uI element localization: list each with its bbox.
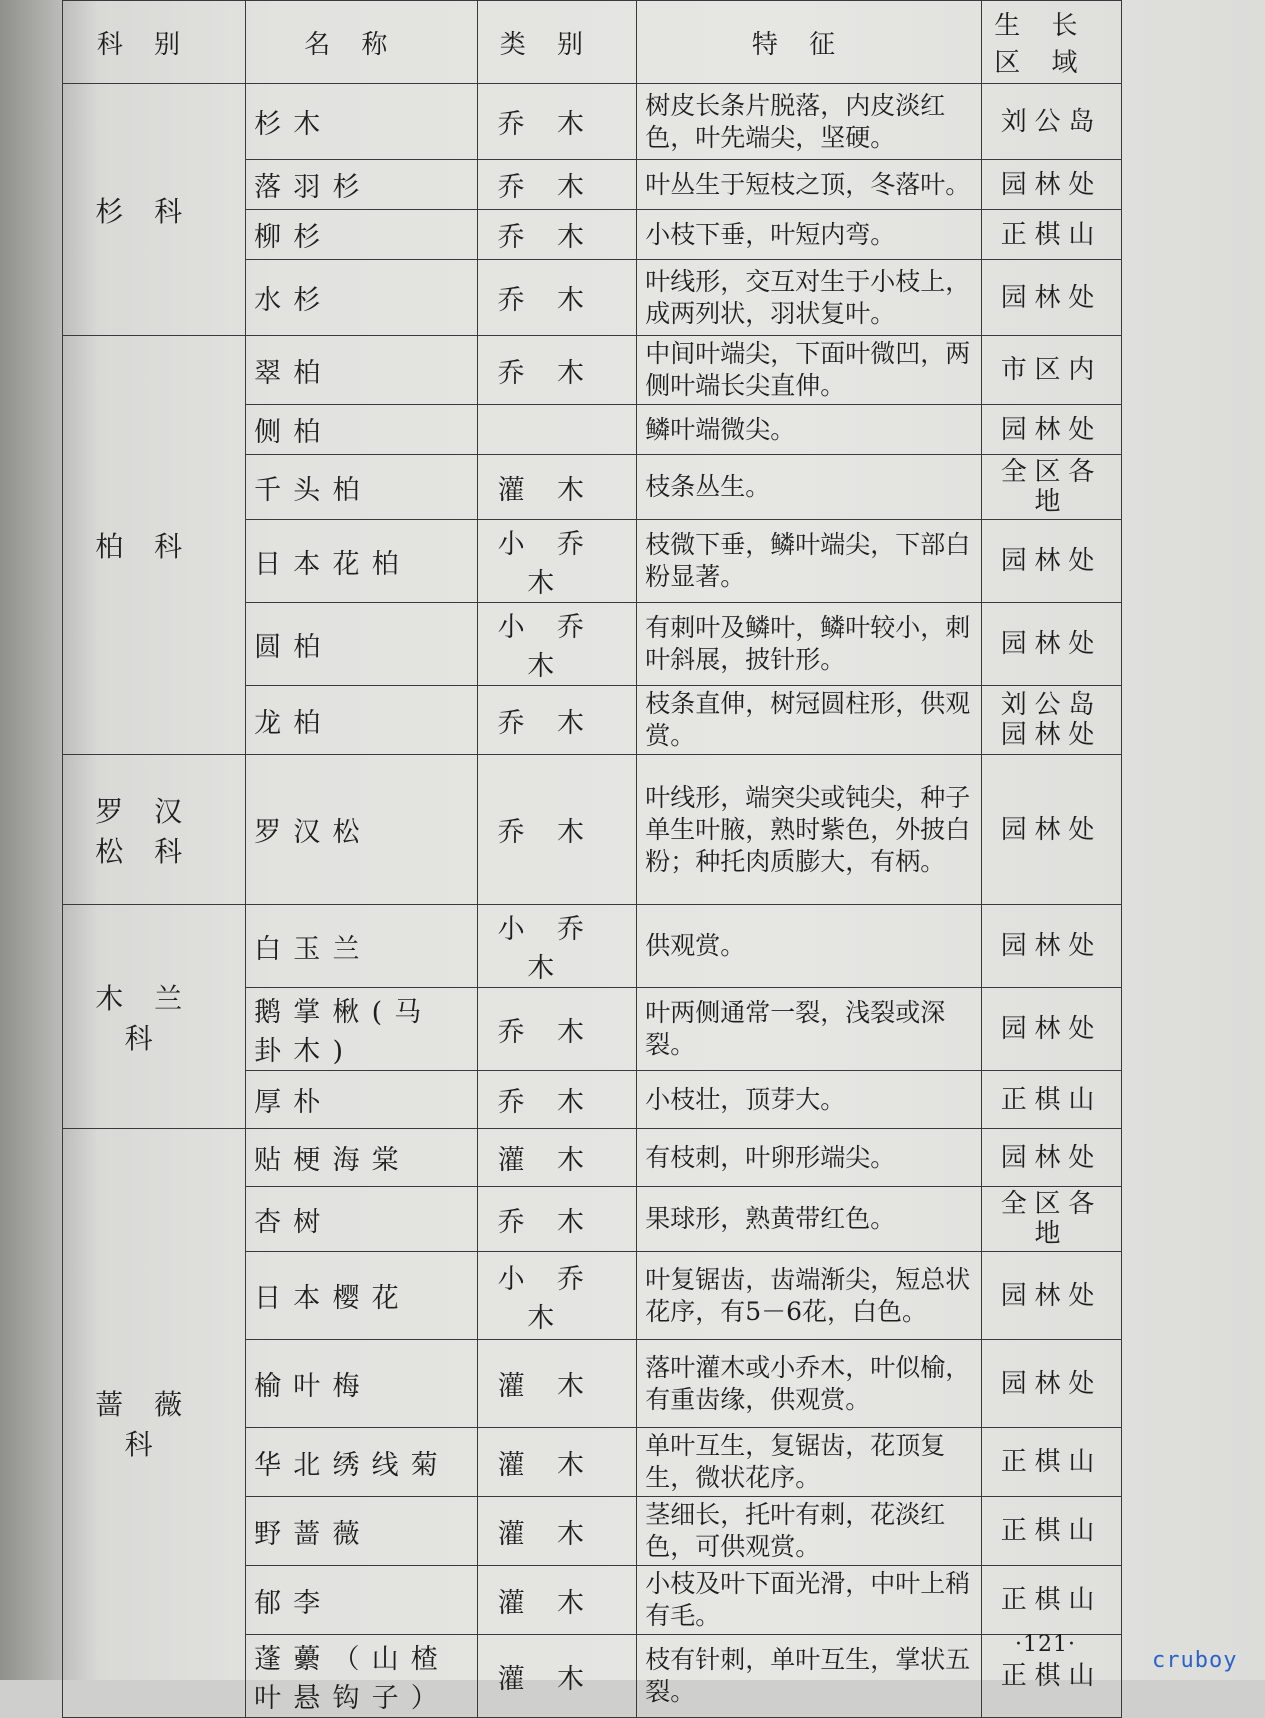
feature-cell: 枝微下垂，鳞叶端尖，下部白粉显著。 bbox=[637, 520, 982, 603]
region-cell: 正棋山 bbox=[981, 1635, 1121, 1718]
type-cell: 乔木 bbox=[477, 260, 636, 336]
type-cell: 灌木 bbox=[477, 455, 636, 520]
name-cell: 郁李 bbox=[246, 1566, 478, 1635]
name-cell: 翠柏 bbox=[246, 336, 478, 405]
feature-cell: 果球形，熟黄带红色。 bbox=[637, 1187, 982, 1252]
family-cell: 蔷薇科 bbox=[63, 1129, 246, 1718]
feature-cell: 鳞叶端微尖。 bbox=[637, 405, 982, 455]
family-cell: 柏科 bbox=[63, 336, 246, 755]
table-row bbox=[63, 84, 1122, 160]
type-cell: 乔木 bbox=[477, 336, 636, 405]
name-cell: 千头柏 bbox=[246, 455, 478, 520]
name-cell: 榆叶梅 bbox=[246, 1340, 478, 1428]
type-cell: 乔木 bbox=[477, 210, 636, 260]
name-cell: 侧柏 bbox=[246, 405, 478, 455]
header-region: 生长区域 bbox=[981, 1, 1121, 84]
page-number: ·121· bbox=[1015, 1632, 1076, 1657]
name-cell: 龙柏 bbox=[246, 686, 478, 755]
name-cell: 蓬虆（山楂叶悬钩子） bbox=[246, 1635, 478, 1718]
feature-cell: 小枝壮，顶芽大。 bbox=[637, 1071, 982, 1129]
feature-cell: 茎细长，托叶有刺，花淡红色，可供观赏。 bbox=[637, 1497, 982, 1566]
table-row bbox=[63, 336, 1122, 405]
type-cell: 灌木 bbox=[477, 1497, 636, 1566]
region-cell: 正棋山 bbox=[981, 1428, 1121, 1497]
type-cell: 乔木 bbox=[477, 755, 636, 905]
table-row bbox=[63, 755, 1122, 905]
region-cell: 园林处 bbox=[981, 905, 1121, 988]
region-cell: 正棋山 bbox=[981, 1497, 1121, 1566]
type-cell: 小乔木 bbox=[477, 905, 636, 988]
feature-cell: 有刺叶及鳞叶，鳞叶较小，刺叶斜展，披针形。 bbox=[637, 603, 982, 686]
feature-cell: 有枝刺，叶卵形端尖。 bbox=[637, 1129, 982, 1187]
feature-cell: 树皮长条片脱落，内皮淡红色，叶先端尖，坚硬。 bbox=[637, 84, 982, 160]
type-cell bbox=[477, 405, 636, 455]
type-cell: 乔木 bbox=[477, 1071, 636, 1129]
type-cell: 灌木 bbox=[477, 1340, 636, 1428]
region-cell: 园林处 bbox=[981, 520, 1121, 603]
name-cell: 杏树 bbox=[246, 1187, 478, 1252]
type-cell: 灌木 bbox=[477, 1566, 636, 1635]
name-cell: 日本花柏 bbox=[246, 520, 478, 603]
plant-table bbox=[62, 0, 1122, 1718]
feature-cell: 枝条丛生。 bbox=[637, 455, 982, 520]
header-family: 科别 bbox=[63, 1, 246, 84]
name-cell: 贴梗海棠 bbox=[246, 1129, 478, 1187]
feature-cell: 叶线形，端突尖或钝尖，种子单生叶腋，熟时紫色，外披白粉；种托肉质膨大，有柄。 bbox=[637, 755, 982, 905]
region-cell: 刘公岛 bbox=[981, 84, 1121, 160]
feature-cell: 枝有针刺，单叶互生，掌状五裂。 bbox=[637, 1635, 982, 1718]
header-type: 类别 bbox=[477, 1, 636, 84]
family-cell: 木兰科 bbox=[63, 905, 246, 1129]
header-name: 名称 bbox=[246, 1, 478, 84]
feature-cell: 叶线形，交互对生于小枝上，成两列状，羽状复叶。 bbox=[637, 260, 982, 336]
feature-cell: 中间叶端尖，下面叶微凹，两侧叶端长尖直伸。 bbox=[637, 336, 982, 405]
book-spine-shadow bbox=[0, 0, 62, 1680]
name-cell: 水杉 bbox=[246, 260, 478, 336]
region-cell: 园林处 bbox=[981, 1252, 1121, 1340]
region-cell: 正棋山 bbox=[981, 1566, 1121, 1635]
feature-cell: 叶丛生于短枝之顶，冬落叶。 bbox=[637, 160, 982, 210]
name-cell: 落羽杉 bbox=[246, 160, 478, 210]
family-cell: 杉科 bbox=[63, 84, 246, 336]
table-row bbox=[63, 1129, 1122, 1187]
feature-cell: 供观赏。 bbox=[637, 905, 982, 988]
type-cell: 灌木 bbox=[477, 1129, 636, 1187]
name-cell: 日本樱花 bbox=[246, 1252, 478, 1340]
region-cell: 全区各地 bbox=[981, 455, 1121, 520]
header-row bbox=[63, 1, 1122, 84]
feature-cell: 小枝下垂，叶短内弯。 bbox=[637, 210, 982, 260]
region-cell: 全区各地 bbox=[981, 1187, 1121, 1252]
region-cell: 园林处 bbox=[981, 260, 1121, 336]
header-feature: 特征 bbox=[637, 1, 982, 84]
type-cell: 小乔木 bbox=[477, 603, 636, 686]
region-cell: 园林处 bbox=[981, 988, 1121, 1071]
name-cell: 厚朴 bbox=[246, 1071, 478, 1129]
name-cell: 白玉兰 bbox=[246, 905, 478, 988]
feature-cell: 枝条直伸，树冠圆柱形，供观赏。 bbox=[637, 686, 982, 755]
region-cell: 园林处 bbox=[981, 1129, 1121, 1187]
region-cell: 园林处 bbox=[981, 755, 1121, 905]
name-cell: 罗汉松 bbox=[246, 755, 478, 905]
type-cell: 灌木 bbox=[477, 1635, 636, 1718]
region-cell: 正棋山 bbox=[981, 1071, 1121, 1129]
region-cell: 园林处 bbox=[981, 603, 1121, 686]
type-cell: 小乔木 bbox=[477, 1252, 636, 1340]
region-cell: 园林处 bbox=[981, 160, 1121, 210]
table-row bbox=[63, 905, 1122, 988]
name-cell: 鹅掌楸(马卦木) bbox=[246, 988, 478, 1071]
type-cell: 乔木 bbox=[477, 686, 636, 755]
type-cell: 灌木 bbox=[477, 1428, 636, 1497]
region-cell: 正棋山 bbox=[981, 210, 1121, 260]
type-cell: 乔木 bbox=[477, 988, 636, 1071]
watermark: cruboy bbox=[1152, 1648, 1238, 1673]
name-cell: 圆柏 bbox=[246, 603, 478, 686]
region-cell: 刘公岛 园林处 bbox=[981, 686, 1121, 755]
feature-cell: 叶两侧通常一裂，浅裂或深裂。 bbox=[637, 988, 982, 1071]
region-cell: 园林处 bbox=[981, 1340, 1121, 1428]
feature-cell: 落叶灌木或小乔木，叶似榆，有重齿缘，供观赏。 bbox=[637, 1340, 982, 1428]
name-cell: 杉木 bbox=[246, 84, 478, 160]
feature-cell: 单叶互生，复锯齿，花顶复生，微状花序。 bbox=[637, 1428, 982, 1497]
name-cell: 柳杉 bbox=[246, 210, 478, 260]
name-cell: 野蔷薇 bbox=[246, 1497, 478, 1566]
name-cell: 华北绣线菊 bbox=[246, 1428, 478, 1497]
table-body bbox=[63, 84, 1122, 1718]
type-cell: 小乔木 bbox=[477, 520, 636, 603]
type-cell: 乔木 bbox=[477, 1187, 636, 1252]
type-cell: 乔木 bbox=[477, 84, 636, 160]
region-cell: 园林处 bbox=[981, 405, 1121, 455]
feature-cell: 小枝及叶下面光滑，中叶上稍有毛。 bbox=[637, 1566, 982, 1635]
type-cell: 乔木 bbox=[477, 160, 636, 210]
region-cell: 市区内 bbox=[981, 336, 1121, 405]
family-cell: 罗汉松科 bbox=[63, 755, 246, 905]
feature-cell: 叶复锯齿，齿端渐尖，短总状花序，有5－6花，白色。 bbox=[637, 1252, 982, 1340]
